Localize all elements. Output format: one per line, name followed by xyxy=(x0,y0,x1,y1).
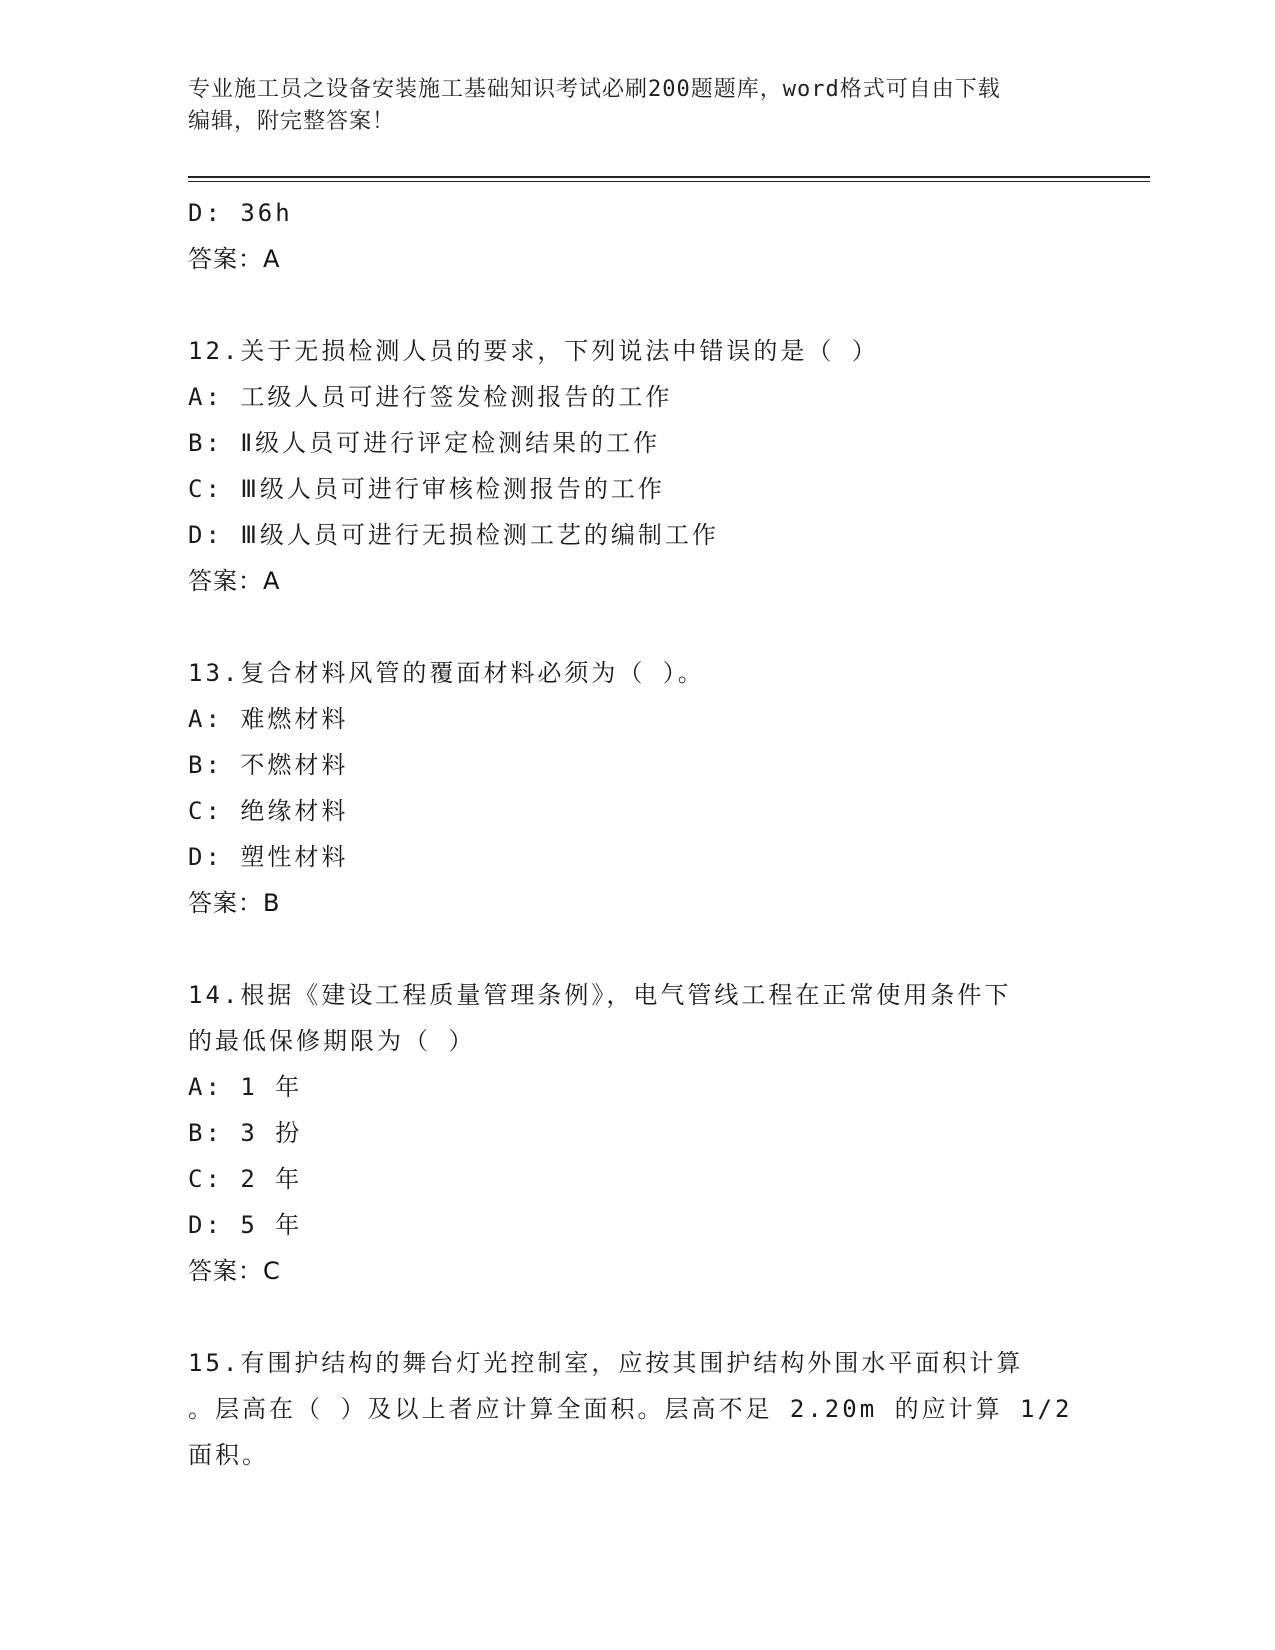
spacer xyxy=(188,604,1088,650)
option-b: B: 不燃材料 xyxy=(188,751,349,779)
answer-line: 答案：A xyxy=(188,245,281,273)
option-d: D: 塑性材料 xyxy=(188,843,349,871)
header-line-1: 专业施工员之设备安装施工基础知识考试必刷200题题库，word格式可自由下载 xyxy=(188,77,1001,102)
option-c: C: 绝缘材料 xyxy=(188,797,349,825)
option-d: D: 5 年 xyxy=(188,1211,303,1239)
document-body xyxy=(188,190,1088,1478)
option-a: A: 工级人员可进行签发检测报告的工作 xyxy=(188,383,673,411)
header-divider xyxy=(188,176,1150,182)
question-stem-line: 。层高在（ ）及以上者应计算全面积。层高不足 2.20m 的应计算 1/2 xyxy=(188,1395,1073,1423)
option-d: D: Ⅲ级人员可进行无损检测工艺的编制工作 xyxy=(188,521,719,549)
option-d: D: 36h xyxy=(188,199,293,227)
spacer xyxy=(188,282,1088,328)
option-b: B: 3 扮 xyxy=(188,1119,303,1147)
question-stem-line: 15.有围护结构的舞台灯光控制室，应按其围护结构外围水平面积计算 xyxy=(188,1349,1024,1377)
question-stem-line: 14.根据《建设工程质量管理条例》，电气管线工程在正常使用条件下 xyxy=(188,981,1012,1009)
document-header xyxy=(188,74,1088,138)
question-stem xyxy=(188,1340,1088,1478)
question-stem-line: 13.复合材料风管的覆面材料必须为（ ）。 xyxy=(188,659,705,687)
question-stem xyxy=(188,972,1088,1064)
option-c: C: Ⅲ级人员可进行审核检测报告的工作 xyxy=(188,475,665,503)
header-line-2: 编辑，附完整答案！ xyxy=(188,109,396,134)
option-a: A: 难燃材料 xyxy=(188,705,349,733)
answer-line: 答案：B xyxy=(188,889,281,917)
question-stem xyxy=(188,650,1088,696)
spacer xyxy=(188,1294,1088,1340)
question-stem-line: 面积。 xyxy=(188,1441,269,1469)
option-c: C: 2 年 xyxy=(188,1165,303,1193)
answer-line: 答案：A xyxy=(188,567,281,595)
question-stem-line: 12.关于无损检测人员的要求，下列说法中错误的是（ ） xyxy=(188,337,879,365)
question-stem-line: 的最低保修期限为（ ） xyxy=(188,1027,476,1055)
spacer xyxy=(188,926,1088,972)
answer-line: 答案：C xyxy=(188,1257,281,1285)
option-b: B: Ⅱ级人员可进行评定检测结果的工作 xyxy=(188,429,661,457)
question-stem xyxy=(188,328,1088,374)
option-a: A: 1 年 xyxy=(188,1073,303,1101)
